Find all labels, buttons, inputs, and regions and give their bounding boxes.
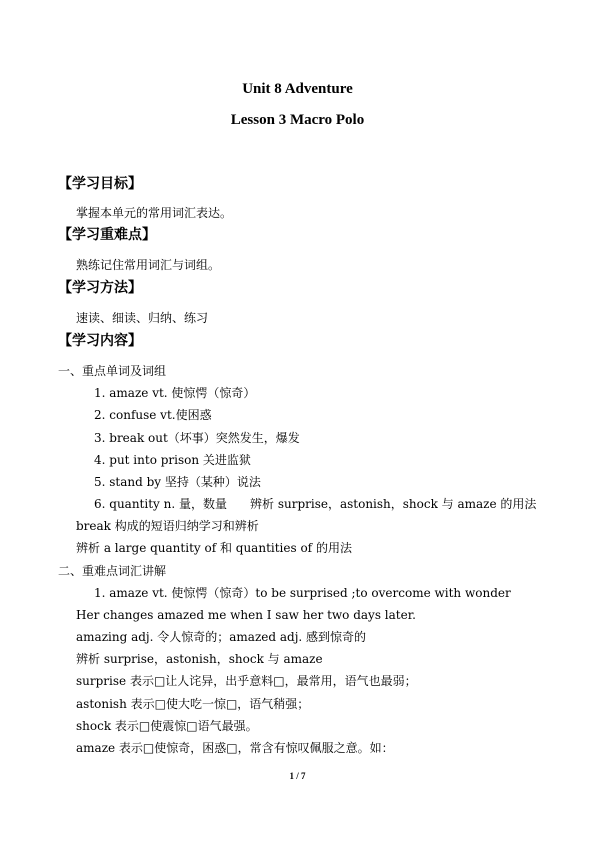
body-line: surprise 表示□让人诧异，出乎意料□，最常用，语气也最弱； [76, 674, 417, 688]
body-line: Her changes amazed me when I saw her two days later. [76, 608, 416, 622]
part1-heading: 一、重点单词及词组 [58, 364, 167, 378]
content-heading: 【学习内容】 [58, 333, 142, 349]
list-item: 3. break out（坏事）突然发生，爆发 [94, 431, 300, 445]
list-item: 辨析 surprise，astonish，shock 与 amaze 的用法 [250, 497, 537, 511]
method-heading: 【学习方法】 [58, 280, 142, 296]
body-line: amaze 表示□使惊奇，困惑□，常含有惊叹佩服之意。如： [76, 741, 394, 755]
document-title: Unit 8 Adventure [242, 81, 353, 97]
list-item: 4. put into prison 关进监狱 [94, 453, 251, 467]
part2-heading: 二、重难点词汇讲解 [58, 564, 167, 578]
body-line: 辨析 surprise，astonish，shock 与 amaze [76, 652, 323, 666]
body-line: astonish 表示□使大吃一惊□，语气稍强； [76, 697, 310, 711]
list-item: 5. stand by 坚持（某种）说法 [94, 475, 261, 489]
body-line: 1. amaze vt. 使惊愕（惊奇）to be surprised ;to overcome with wonder [94, 586, 511, 600]
method-text: 速读、细读、归纳、练习 [76, 311, 209, 325]
list-item: 1. amaze vt. 使惊愕（惊奇） [94, 386, 256, 400]
body-line: amazing adj. 令人惊奇的；amazed adj. 感到惊奇的 [76, 630, 367, 644]
list-item: 2. confuse vt.使困惑 [94, 408, 212, 422]
key-points-text: 熟练记住常用词汇与词组。 [76, 258, 221, 272]
list-item: break 构成的短语归纳学习和辨析 [76, 519, 259, 533]
goal-heading: 【学习目标】 [58, 176, 142, 192]
goal-text: 掌握本单元的常用词汇表达。 [76, 206, 233, 220]
page-number: 1 / 7 [289, 771, 306, 781]
key-points-heading: 【学习重难点】 [58, 227, 156, 243]
document-subtitle: Lesson 3 Macro Polo [230, 112, 365, 128]
list-item: 6. quantity n. 量，数量 [94, 497, 227, 511]
body-line: shock 表示□使震惊□语气最强。 [76, 719, 258, 733]
list-item: 辨析 a large quantity of 和 quantities of 的用法 [76, 541, 352, 555]
